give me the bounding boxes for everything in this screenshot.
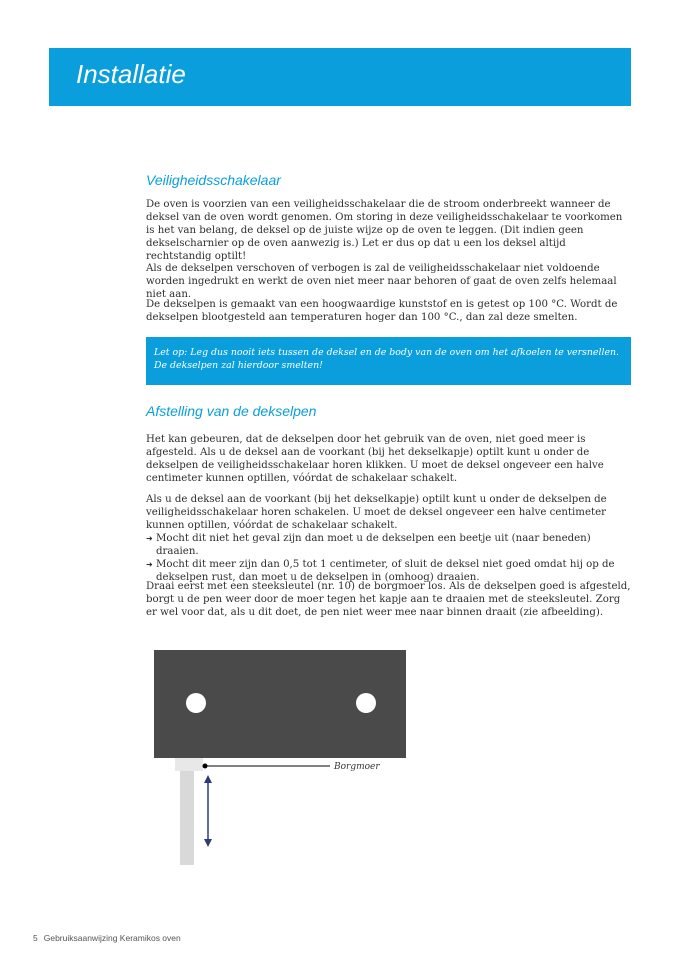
- list-item-text: Mocht dit niet het geval zijn dan moet u de dekselpen een beetje uit (naar beneden) draaien.: [156, 533, 591, 557]
- arrow-bullet-icon: ➜: [146, 534, 153, 543]
- paragraph: Als de dekselpen verschoven of verbogen is zal de veiligheidsschakelaar niet voldoende worden ingedrukt en werkt de oven niet meer naar behoren of gaat de oven zelfs helemaal niet aan.: [146, 263, 617, 300]
- list-item: [146, 532, 634, 558]
- paragraph: De dekselpen is gemaakt van een hoogwaardige kunststof en is getest op 100 °C. Wordt de dekselpen blootgesteld aan temperaturen hoger dan 100 °C., dan zal deze smelten.: [146, 299, 618, 323]
- paragraph-with-list: [146, 493, 634, 584]
- paragraph: De oven is voorzien van een veiligheidsschakelaar die de stroom onderbreekt wanneer de deksel van de oven wordt genomen. Om storing in deze veiligheidsschakelaar te voorkomen is het van belang, de deksel op de juiste wijze op de oven te leggen. (Dit indien geen dekselscharnier op de oven aanwezig is.) Let er dus op dat u een los deksel altijd rechtstandig optilt!: [146, 199, 623, 262]
- warning-note: [146, 337, 631, 385]
- hole-left: [186, 693, 206, 713]
- arrow-bullet-icon: ➜: [146, 560, 153, 569]
- footer: [33, 933, 187, 943]
- list-item-text: Mocht dit meer zijn dan 0,5 tot 1 centimeter, of sluit de deksel niet goed omdat hij op de dekselpen rust, dan moet u de dekselpen in (omhoog) draaien.: [156, 559, 615, 583]
- paragraph: Het kan gebeuren, dat de dekselpen door het gebruik van de oven, niet goed meer is afgesteld. Als u de deksel aan de voorkant (bij het dekselkapje) optilt kunt u onder de dekselpen de veiligheidsschakelaar horen klikken. U moet de deksel ongeveer een halve centimeter kunnen optillen, vóórdat de schakelaar schakelt.: [146, 434, 604, 484]
- dekselpen-figure: [150, 645, 410, 865]
- section-heading-veiligheidsschakelaar: Veiligheidsschakelaar: [146, 172, 281, 188]
- section-heading-afstelling: Afstelling van de dekselpen: [146, 403, 317, 419]
- borgmoer-label: Borgmoer: [334, 762, 380, 772]
- warning-note-text: Let op: Leg dus nooit iets tussen de deksel en de body van de oven om het afkoelen te versnellen. De dekselpen zal hierdoor smelten!: [154, 347, 620, 371]
- page-title: Installatie: [76, 59, 186, 89]
- adjust-arrow-up-icon: [204, 775, 212, 783]
- header-bar: [49, 48, 631, 106]
- hole-right: [356, 693, 376, 713]
- document-title: Gebruiksaanwijzing Keramikos oven: [43, 933, 181, 943]
- paragraph: Draai eerst met een steeksleutel (nr. 10) de borgmoer los. Als de dekselpen goed is afgesteld, borgt u de pen weer door de moer tegen het kapje aan te draaien met de steeksleutel. Zorg er wel voor dat, als u dit doet, de pen niet weer mee naar binnen draait (zie afbeelding).: [146, 581, 631, 618]
- adjust-arrow-down-icon: [204, 839, 212, 847]
- lock-nut: [175, 758, 203, 771]
- page-number: 5: [33, 933, 38, 943]
- paragraph: Als u de deksel aan de voorkant (bij het dekselkapje) optilt kunt u onder de dekselpen de veiligheidsschakelaar horen schakelen. U moet de deksel ongeveer een halve centimeter kunnen optillen, vóórdat de schakelaar schakelt.: [146, 494, 607, 531]
- leader-dot: [203, 764, 208, 769]
- lid-pin: [180, 771, 194, 865]
